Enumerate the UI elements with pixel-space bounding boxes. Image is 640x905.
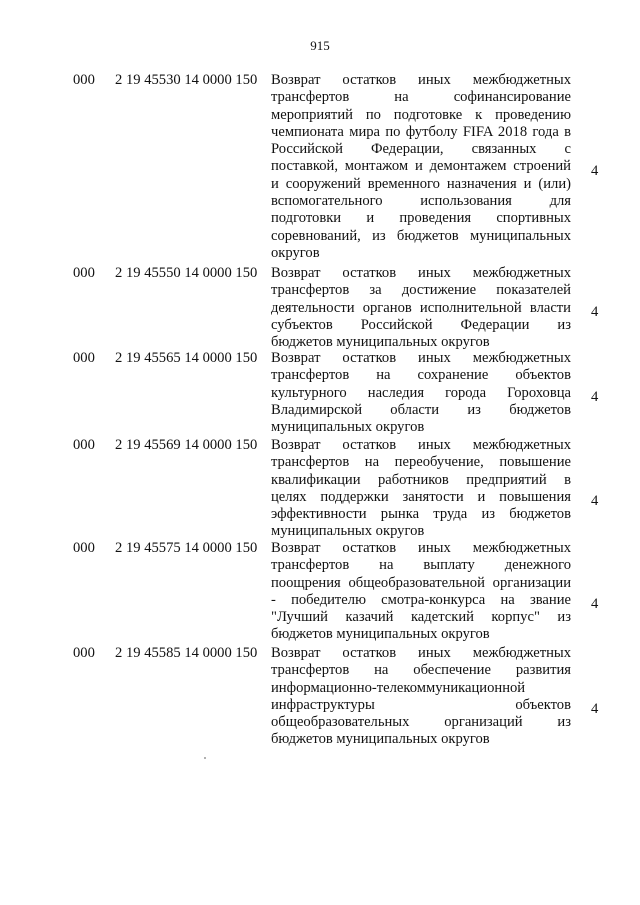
description-line: бюджетов муниципальных округов: [271, 731, 490, 748]
admin-code: 000: [73, 72, 95, 88]
code-description: [271, 350, 571, 436]
description-line: Возврат остатков иных межбюджетных: [271, 72, 571, 88]
description-line: Возврат остатков иных межбюджетных: [271, 645, 571, 661]
description-line: вспомогательного использования для: [271, 193, 571, 210]
description-line: Возврат остатков иных межбюджетных: [271, 437, 571, 453]
description-line: квалификации работников предприятий в: [271, 471, 571, 488]
category-value: 4: [591, 162, 599, 179]
code-description: [271, 645, 571, 749]
description-line: общеобразовательных организаций из: [271, 714, 571, 731]
description-line: Возврат остатков иных межбюджетных: [271, 350, 571, 366]
description-line: культурного наследия города Гороховца: [271, 384, 571, 401]
description-line: Владимирской области из бюджетов: [271, 401, 571, 418]
description-line: целях поддержки занятости и повышения: [271, 488, 571, 505]
description-line: трансфертов на обеспечение развития: [271, 662, 571, 679]
page-number: 915: [310, 38, 330, 53]
description-line: Возврат остатков иных межбюджетных: [271, 265, 571, 281]
description-line: округов: [271, 244, 320, 261]
category-value: 4: [591, 388, 599, 405]
admin-code: 000: [73, 540, 95, 556]
description-line: деятельности органов исполнительной власти: [271, 299, 571, 316]
budget-classification-code: 2 19 45550 14 0000 150: [115, 265, 258, 281]
description-line: трансфертов на выплату денежного: [271, 557, 571, 574]
admin-code: 000: [73, 437, 95, 453]
description-line: чемпионата мира по футболу FIFA 2018 года в: [271, 123, 571, 140]
admin-code: 000: [73, 350, 95, 366]
description-line: мероприятий по подготовке к проведению: [271, 106, 571, 123]
description-line: муниципальных округов: [271, 419, 425, 436]
code-description: [271, 72, 571, 262]
category-value: 4: [591, 492, 599, 509]
description-line: "Лучший казачий кадетский корпус" из: [271, 609, 571, 626]
code-description: [271, 540, 571, 644]
description-line: трансфертов на сохранение объектов: [271, 367, 571, 384]
category-value: 4: [591, 700, 599, 717]
admin-code: 000: [73, 645, 95, 661]
admin-code: 000: [73, 265, 95, 281]
description-line: бюджетов муниципальных округов: [271, 334, 490, 351]
budget-classification-code: 2 19 45575 14 0000 150: [115, 540, 258, 556]
description-line: подготовки и проведения спортивных: [271, 210, 571, 227]
description-line: бюджетов муниципальных округов: [271, 626, 490, 643]
description-line: Российской Федерации, связанных с: [271, 141, 571, 158]
description-line: субъектов Российской Федерации из: [271, 316, 571, 333]
description-line: поощрения общеобразовательной организации: [271, 574, 571, 591]
code-description: [271, 437, 571, 541]
description-line: и сооружений временного назначения и (или): [271, 175, 571, 192]
description-line: эффективности рынка труда из бюджетов: [271, 506, 571, 523]
description-line: - победителю смотра-конкурса на звание: [271, 591, 571, 608]
code-description: [271, 265, 571, 351]
description-line: соревнований, из бюджетов муниципальных: [271, 227, 571, 244]
description-line: трансфертов на софинансирование: [271, 89, 571, 106]
budget-classification-code: 2 19 45565 14 0000 150: [115, 350, 258, 366]
description-line: муниципальных округов: [271, 523, 425, 540]
budget-classification-code: 2 19 45530 14 0000 150: [115, 72, 258, 88]
description-line: инфраструктуры объектов: [271, 696, 571, 713]
description-line: Возврат остатков иных межбюджетных: [271, 540, 571, 556]
category-value: 4: [591, 303, 599, 320]
description-line: трансфертов на переобучение, повышение: [271, 454, 571, 471]
category-value: 4: [591, 595, 599, 612]
budget-classification-code: 2 19 45569 14 0000 150: [115, 437, 258, 453]
description-line: информационно-телекоммуникационной: [271, 679, 526, 696]
budget-classification-code: 2 19 45585 14 0000 150: [115, 645, 258, 661]
description-line: трансфертов за достижение показателей: [271, 282, 571, 299]
scan-speck: [204, 757, 206, 759]
description-line: поставкой, монтажом и демонтажем строений: [271, 158, 571, 175]
